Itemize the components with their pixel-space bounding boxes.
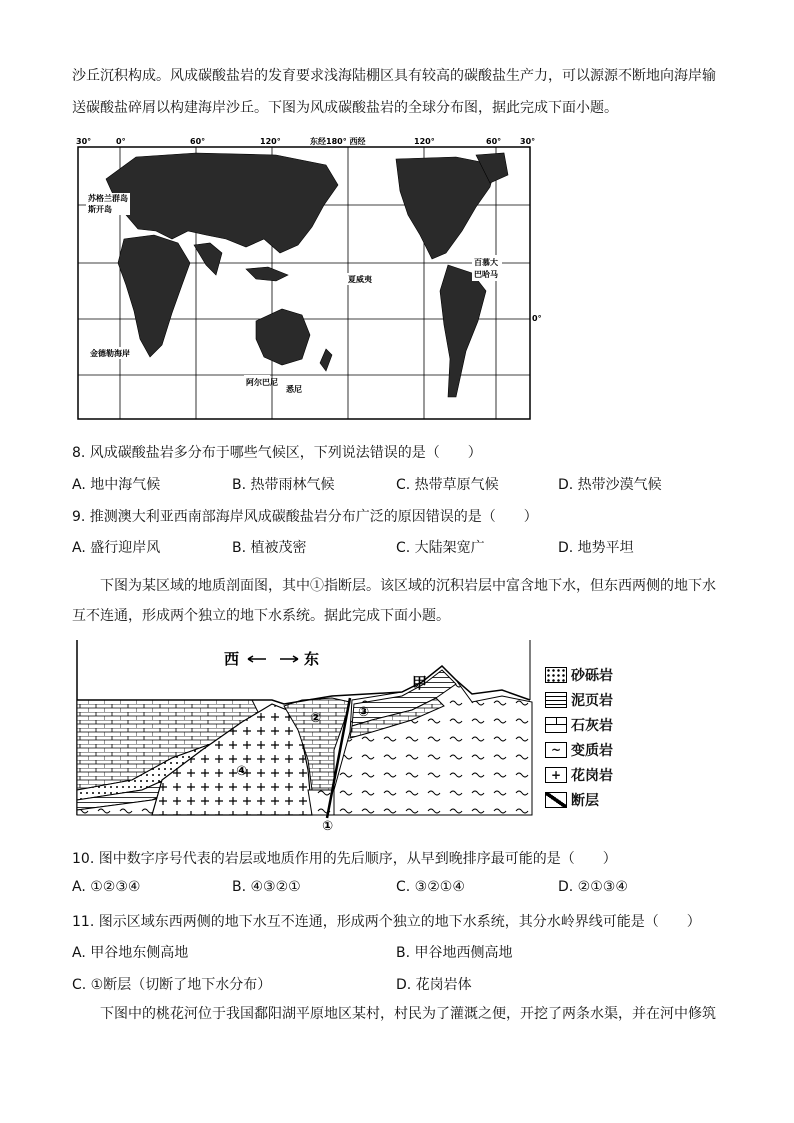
metamorphic-swatch: ~	[545, 742, 567, 758]
map-top-label: 0°	[116, 137, 126, 146]
q8-option-a[interactable]: A. 地中海气候	[72, 477, 161, 493]
intro-paragraph-2	[72, 576, 722, 626]
map-place-label: 巴哈马	[474, 270, 498, 279]
q11-option-b[interactable]: B. 甲谷地西侧高地	[396, 945, 513, 961]
map-top-label: 东经180° 西经	[310, 137, 366, 146]
legend-label: 断层	[571, 792, 599, 809]
q8-option-d[interactable]: D. 热带沙漠气候	[558, 477, 662, 493]
west-label: 西	[224, 650, 240, 668]
q10-option-c[interactable]: C. ③②①④	[396, 879, 465, 895]
q11-option-c[interactable]: C. ①断层（切断了地下水分布）	[72, 977, 272, 993]
world-map-svg	[76, 135, 542, 421]
shale-swatch	[545, 692, 567, 708]
q10-option-a[interactable]: A. ①②③④	[72, 879, 141, 895]
q9-option-a[interactable]: A. 盛行迎岸风	[72, 540, 161, 556]
marker-4: ④	[236, 764, 248, 779]
intro-line: 沙丘沉积构成。风成碳酸盐岩的发育要求浅海陆棚区具有较高的碳酸盐生产力，可以源源不断地向海岸输	[72, 68, 716, 84]
intro-line: 下图中的桃花河位于我国鄱阳湖平原地区某村，村民为了灌溉之便，开挖了两条水渠，并在河中修筑	[100, 1006, 716, 1022]
australia-landmass	[256, 309, 310, 365]
intro-line: 下图为某区域的地质剖面图，其中①指断层。该区域的沉积岩层中富含地下水，但东西两侧的地下水	[100, 578, 716, 594]
question-11-stem: 11. 图示区域东西两侧的地下水互不连通，形成两个独立的地下水系统，其分水岭界线可能是（ ）	[72, 914, 701, 930]
legend-item	[545, 787, 613, 812]
map-place-label: 阿尔巴尼	[246, 378, 278, 387]
q11-option-d[interactable]: D. 花岗岩体	[396, 977, 472, 993]
q9-option-b[interactable]: B. 植被茂密	[232, 540, 307, 556]
world-map-figure	[76, 135, 542, 421]
q9-option-c[interactable]: C. 大陆架宽广	[396, 540, 485, 556]
map-top-label: 120°	[414, 137, 435, 146]
gravel-swatch	[545, 667, 567, 683]
q11-option-a[interactable]: A. 甲谷地东侧高地	[72, 945, 189, 961]
map-top-label: 30°	[76, 137, 92, 146]
map-top-label: 30°	[520, 137, 536, 146]
map-top-label: 60°	[486, 137, 502, 146]
map-place-label: 夏威夷	[348, 275, 372, 284]
marker-2: ②	[310, 711, 322, 726]
q10-option-d[interactable]: D. ②①③④	[558, 879, 628, 895]
east-label: 东	[304, 650, 320, 668]
question-10-stem: 10. 图中数字序号代表的岩层或地质作用的先后顺序，从早到晚排序最可能的是（ ）	[72, 851, 617, 867]
map-place-label: 斯开岛	[88, 205, 112, 214]
legend-label: 石灰岩	[571, 717, 613, 734]
map-place-label: 悉尼	[286, 385, 302, 394]
intro-line: 送碳酸盐碎屑以构建海岸沙丘。下图为风成碳酸盐岩的全球分布图，据此完成下面小题。	[72, 100, 618, 116]
question-9-stem: 9. 推测澳大利亚西南部海岸风成碳酸盐岩分布广泛的原因错误的是（ ）	[72, 509, 538, 525]
q8-option-c[interactable]: C. 热带草原气候	[396, 477, 499, 493]
map-place-label: 金德勒海岸	[90, 349, 130, 358]
legend-label: 砂砾岩	[571, 667, 613, 684]
jia-label: 甲	[412, 674, 428, 692]
marker-3: ③	[358, 705, 370, 720]
legend-item	[545, 712, 613, 737]
intro-line: 互不连通，形成两个独立的地下水系统。据此完成下面小题。	[72, 608, 450, 624]
q10-option-b[interactable]: B. ④③②①	[232, 879, 301, 895]
map-place-label: 百慕大	[474, 258, 498, 267]
map-top-label: 60°	[190, 137, 206, 146]
rock-legend	[545, 662, 613, 812]
intro-paragraph-1	[72, 66, 722, 118]
legend-item	[545, 687, 613, 712]
q8-option-b[interactable]: B. 热带雨林气候	[232, 477, 335, 493]
q9-option-d[interactable]: D. 地势平坦	[558, 540, 634, 556]
legend-label: 花岗岩	[571, 767, 613, 784]
legend-item	[545, 662, 613, 687]
marker-1: ①	[322, 819, 334, 834]
legend-label: 变质岩	[571, 742, 613, 759]
legend-item	[545, 737, 613, 762]
fault-swatch	[545, 792, 567, 808]
map-place-label: 苏格兰群岛	[88, 194, 128, 203]
limestone-swatch	[545, 717, 567, 733]
question-8-stem: 8. 风成碳酸盐岩多分布于哪些气候区，下列说法错误的是（ ）	[72, 445, 482, 461]
map-top-label: 120°	[260, 137, 281, 146]
legend-label: 泥页岩	[571, 692, 613, 709]
legend-item	[545, 762, 613, 787]
map-right-label: 0°	[532, 314, 542, 323]
intro-paragraph-3	[72, 1004, 722, 1024]
granite-swatch: +	[545, 767, 567, 783]
